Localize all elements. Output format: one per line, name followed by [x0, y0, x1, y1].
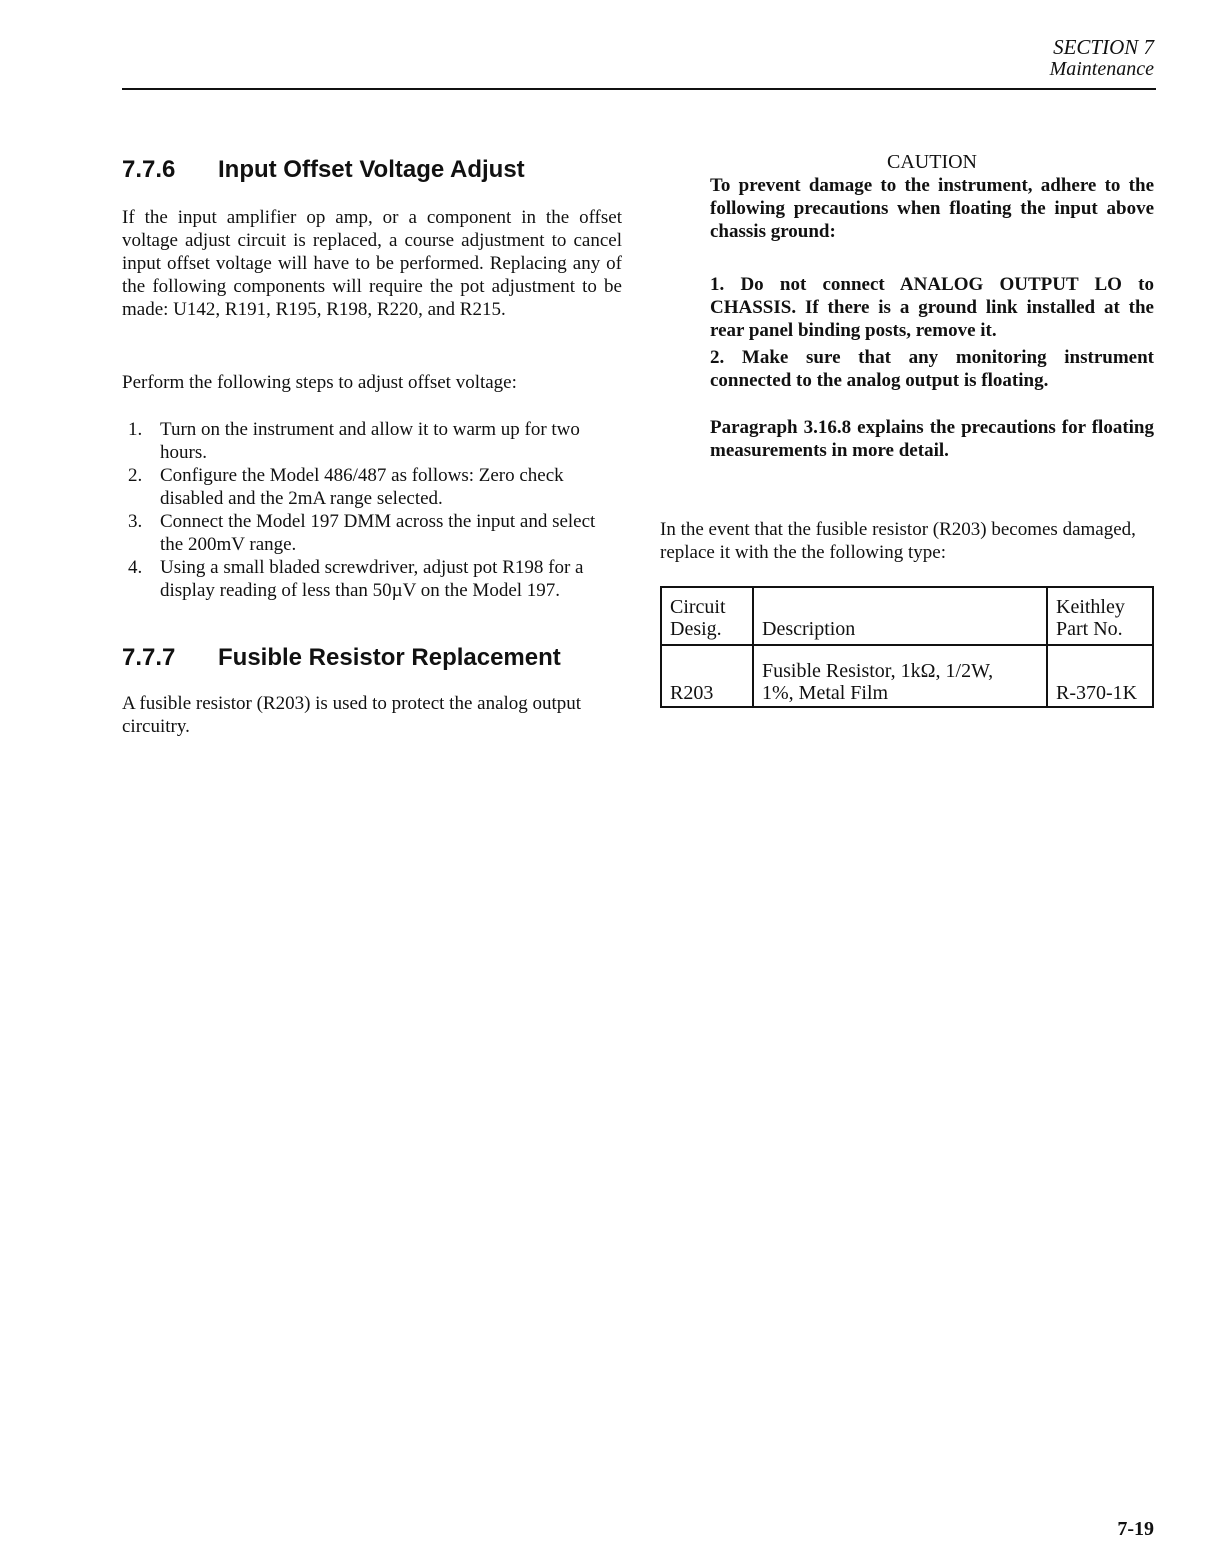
list-item: [122, 418, 622, 464]
caution-item-2: 2. Make sure that any monitoring instrument connected to the analog output is floating.: [710, 347, 1154, 391]
section-heading-776: [122, 156, 622, 184]
step-number: 2.: [128, 465, 143, 486]
step-text: Turn on the instrument and allow it to warm up for two hours.: [160, 419, 580, 463]
table-header-row: [661, 587, 1153, 645]
right-column: [660, 150, 1154, 708]
section-title: Input Offset Voltage Adjust: [218, 156, 525, 183]
caution-box: [660, 150, 1154, 462]
offset-intro-paragraph: If the input amplifier op amp, or a component in the offset voltage adjust circuit is replaced, a course adjustment to cancel input offset voltage will have to be performed. Replacing any of the following components will require the pot adjustment to be made: U142, R191, R195, R198, R220, and R215.: [122, 207, 622, 320]
col-header-description: Description: [753, 587, 1047, 645]
fusible-intro-paragraph: A fusible resistor (R203) is used to protect the analog output circuitry.: [122, 693, 582, 737]
section-title: Fusible Resistor Replacement: [218, 644, 561, 671]
caution-title: CAUTION: [887, 151, 977, 173]
caution-intro: To prevent damage to the instrument, adhere to the following precautions when floating the input above chassis ground:: [710, 175, 1154, 242]
running-header: [1050, 36, 1154, 80]
caution-item-1: 1. Do not connect ANALOG OUTPUT LO to CHASSIS. If there is a ground link installed at the rear panel binding posts, remove it.: [710, 274, 1154, 341]
list-item: [122, 464, 622, 510]
col-header-circuit: Circuit Desig.: [661, 587, 753, 645]
caution-note: Paragraph 3.16.8 explains the precautions for floating measurements in more detail.: [710, 417, 1154, 461]
step-text: Configure the Model 486/487 as follows: Zero check disabled and the 2mA range selected.: [160, 465, 564, 509]
section-number: 7.7.6: [122, 156, 176, 183]
header-divider: [122, 88, 1156, 90]
step-number: 3.: [128, 511, 143, 532]
cell-circuit: R203: [661, 645, 753, 707]
section-heading-777: [122, 644, 622, 672]
table-row: [661, 645, 1153, 707]
section-label: SECTION 7: [1053, 35, 1154, 59]
replacement-paragraph: In the event that the fusible resistor (R203) becomes damaged, replace it with the the following type:: [660, 519, 1136, 563]
step-number: 1.: [128, 419, 143, 440]
list-item: [122, 556, 622, 602]
list-item: [122, 510, 622, 556]
cell-description: Fusible Resistor, 1kΩ, 1/2W, 1%, Metal Film: [753, 645, 1047, 707]
page-number: 7-19: [1117, 1518, 1154, 1540]
cell-part-no: R-370-1K: [1047, 645, 1153, 707]
step-text: Connect the Model 197 DMM across the input and select the 200mV range.: [160, 511, 596, 555]
col-header-part-no: Keithley Part No.: [1047, 587, 1153, 645]
parts-table: [660, 586, 1154, 708]
section-number: 7.7.7: [122, 644, 176, 671]
step-number: 4.: [128, 557, 143, 578]
left-column: [122, 150, 622, 738]
section-subtitle: Maintenance: [1049, 58, 1154, 80]
adjust-steps-list: [122, 418, 622, 602]
offset-lead-paragraph: Perform the following steps to adjust offset voltage:: [122, 372, 517, 393]
step-text: Using a small bladed screwdriver, adjust pot R198 for a display reading of less than 50µV on the Model 197.: [160, 557, 584, 601]
